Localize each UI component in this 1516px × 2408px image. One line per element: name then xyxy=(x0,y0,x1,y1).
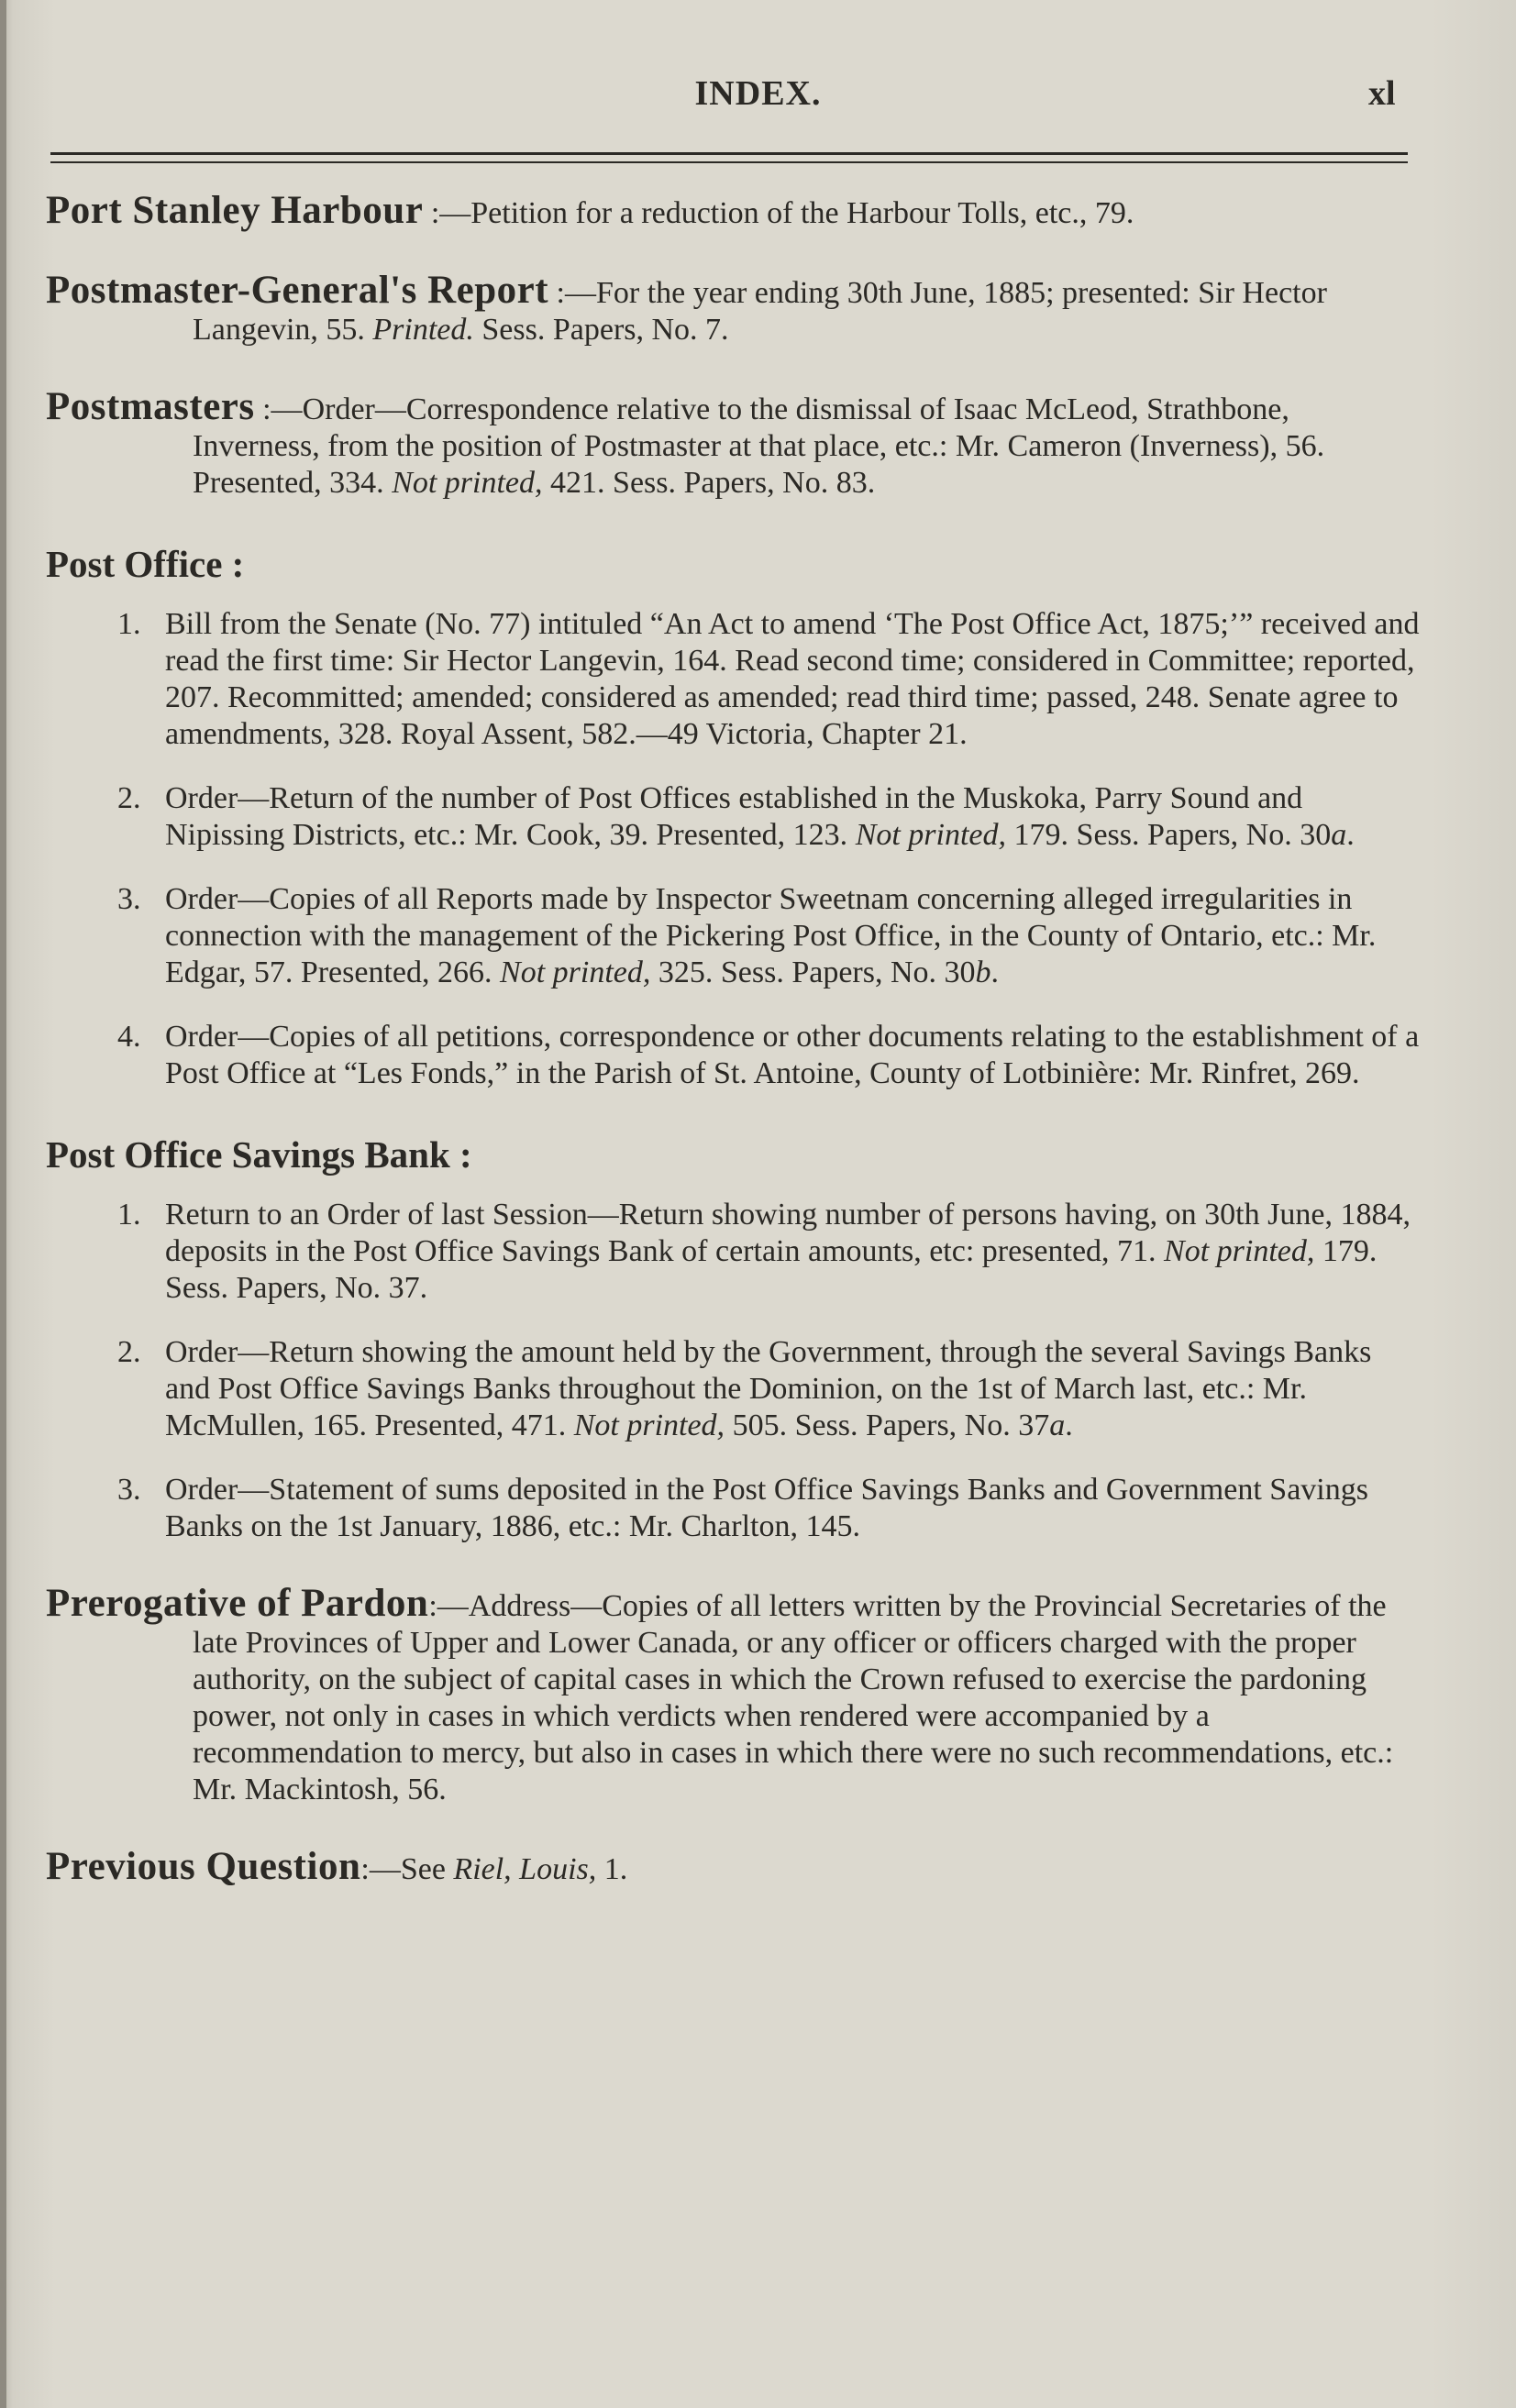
entry-text: Order—Correspondence relative to the dismissal of Isaac McLeod, Strathbone, Inverness, from the position of Postmaster at that place, etc.: Mr. Cameron (Inverness), 56. Presented, 334. xyxy=(193,392,1325,500)
numbered-item xyxy=(46,1019,1422,1092)
item-text-segment: Order—Copies of all Reports made by Inspector Sweetnam concerning alleged irregularities in connection with the management of the Pickering Post Office, in the County of Ontario, etc.: Mr. Edgar, 57. Presented, 266. xyxy=(165,882,1377,989)
item-text-segment: 505. Sess. Papers, No. 37 xyxy=(725,1408,1050,1442)
item-text xyxy=(165,1197,1422,1307)
numbered-item xyxy=(46,881,1422,991)
entry-text: 421. Sess. Papers, No. 83. xyxy=(542,466,876,500)
entry-heading: Postmaster-General's Report xyxy=(46,269,549,312)
entry-separator: :— xyxy=(254,392,303,426)
index-entry xyxy=(46,189,1422,232)
section-items xyxy=(46,1197,1422,1545)
item-text-segment: a xyxy=(1049,1408,1066,1442)
entry-heading: Previous Question xyxy=(46,1845,361,1888)
item-text-segment: Not printed, xyxy=(500,955,651,989)
item-number: 1. xyxy=(117,1198,141,1232)
entry-heading: Postmasters xyxy=(46,385,255,428)
numbered-item xyxy=(46,1197,1422,1307)
item-text-segment: Order—Statement of sums deposited in the Post Office Savings Banks and Government Savings Banks on the 1st January, 1886, etc.: Mr. Charlton, 145. xyxy=(165,1473,1368,1543)
entry-text: For the year ending 30th June, 1885; presented: Sir Hector Langevin, 55. xyxy=(193,276,1327,347)
item-text-segment: Not printed, xyxy=(1164,1234,1315,1268)
section-savings-bank xyxy=(46,1132,1422,1545)
header-rule-top xyxy=(50,152,1408,155)
item-number: 2. xyxy=(117,1335,141,1369)
item-text-segment: Not printed, xyxy=(573,1408,725,1442)
item-text-segment: a xyxy=(1331,818,1347,852)
section-post-office xyxy=(46,542,1422,1092)
index-entry xyxy=(46,1845,1422,1888)
item-text-segment: Not printed, xyxy=(855,818,1007,852)
section-heading: Post Office : xyxy=(46,543,245,585)
entry-text: See xyxy=(400,1852,454,1886)
page-title: INDEX. xyxy=(694,74,822,113)
entry-text: Printed. xyxy=(372,313,474,347)
numbered-item xyxy=(46,1334,1422,1444)
section-items xyxy=(46,606,1422,1092)
item-text xyxy=(165,606,1422,753)
item-text-segment: Order—Copies of all petitions, correspondence or other documents relating to the establishment of a Post Office at “Les Fonds,” in the Parish of St. Antoine, County of Lotbinière: Mr. Rinfret, 269. xyxy=(165,1020,1420,1090)
entry-text: Petition for a reduction of the Harbour Tolls, etc., 79. xyxy=(470,196,1134,230)
numbered-item xyxy=(46,780,1422,854)
item-text-segment: . xyxy=(990,955,1000,989)
numbered-item xyxy=(46,606,1422,753)
index-entry xyxy=(46,385,1422,502)
item-text xyxy=(165,881,1422,991)
item-number: 3. xyxy=(117,1473,141,1507)
item-text-segment: 179. Sess. Papers, No. 30 xyxy=(1006,818,1332,852)
item-text-segment: Bill from the Senate (No. 77) intituled “An Act to amend ‘The Post Office Act, 1875;’” received and read the first time: Sir Hector Langevin, 164. Read second time; considered in Committee; reported, 207. Recommitted; amended; considered as amended; read third time; passed, 248. Senate agree to amendments, 328. Royal Assent, 582.—49 Victoria, Chapter 21. xyxy=(165,607,1420,751)
page-header xyxy=(0,73,1516,128)
item-text xyxy=(165,1019,1422,1092)
entry-heading: Prerogative of Pardon xyxy=(46,1582,429,1625)
item-text-segment: Order—Return showing the amount held by the Government, through the several Savings Banks and Post Office Savings Banks throughout the Dominion, on the 1st of March last, etc.: Mr. McMullen, 165. Presented, 471. xyxy=(165,1335,1372,1442)
item-number: 2. xyxy=(117,781,141,815)
item-text xyxy=(165,1334,1422,1444)
header-rule-bottom xyxy=(50,161,1408,163)
entry-text: 1. xyxy=(596,1852,628,1886)
item-text-segment: Return to an Order of last Session—Return showing number of persons having, on 30th June, 1884, deposits in the Post Office Savings Bank of certain amounts, etc: presented, 71. xyxy=(165,1198,1411,1268)
entry-separator: :— xyxy=(360,1852,401,1886)
entry-text: Not printed, xyxy=(392,466,543,500)
item-number: 3. xyxy=(117,882,141,916)
entry-separator: :— xyxy=(428,1589,469,1623)
page-spine-edge xyxy=(0,0,6,2408)
index-entry xyxy=(46,269,1422,348)
item-text-segment: 325. Sess. Papers, No. 30 xyxy=(650,955,976,989)
entry-separator: :— xyxy=(423,196,471,230)
index-entry xyxy=(46,1582,1422,1808)
entry-heading: Port Stanley Harbour xyxy=(46,189,424,232)
entry-separator: :— xyxy=(548,276,596,310)
index-entries-bottom xyxy=(46,1582,1422,1888)
index-entries-top xyxy=(46,189,1422,502)
section-heading: Post Office Savings Bank : xyxy=(46,1133,472,1176)
item-number: 1. xyxy=(117,607,141,641)
page-number: xl xyxy=(1368,74,1396,113)
item-text-segment: Order—Return of the number of Post Offices established in the Muskoka, Parry Sound and Nipissing Districts, etc.: Mr. Cook, 39. Presented, 123. xyxy=(165,781,1303,852)
entry-text: Sess. Papers, No. 7. xyxy=(473,313,729,347)
item-number: 4. xyxy=(117,1020,141,1054)
item-text xyxy=(165,1472,1422,1545)
entry-text: Riel, Louis, xyxy=(453,1852,597,1886)
entry-text: Address—Copies of all letters written by the Provincial Secretaries of the late Provinces of Upper and Lower Canada, or any officer or officers charged with the proper authority, on the subject of capital cases in which the Crown refused to exercise the pardoning power, not only in cases in which verdicts when rendered were accompanied by a recommendation to mercy, but also in cases in which there were no such recommendations, etc.: Mr. Mackintosh, 56. xyxy=(193,1589,1394,1806)
index-content xyxy=(46,189,1422,1928)
item-text-segment: 179. Sess. Papers, No. 37. xyxy=(165,1234,1378,1305)
item-text-segment: . xyxy=(1065,1408,1073,1442)
item-text xyxy=(165,780,1422,854)
numbered-item xyxy=(46,1472,1422,1545)
item-text-segment: . xyxy=(1346,818,1355,852)
item-text-segment: b xyxy=(975,955,991,989)
